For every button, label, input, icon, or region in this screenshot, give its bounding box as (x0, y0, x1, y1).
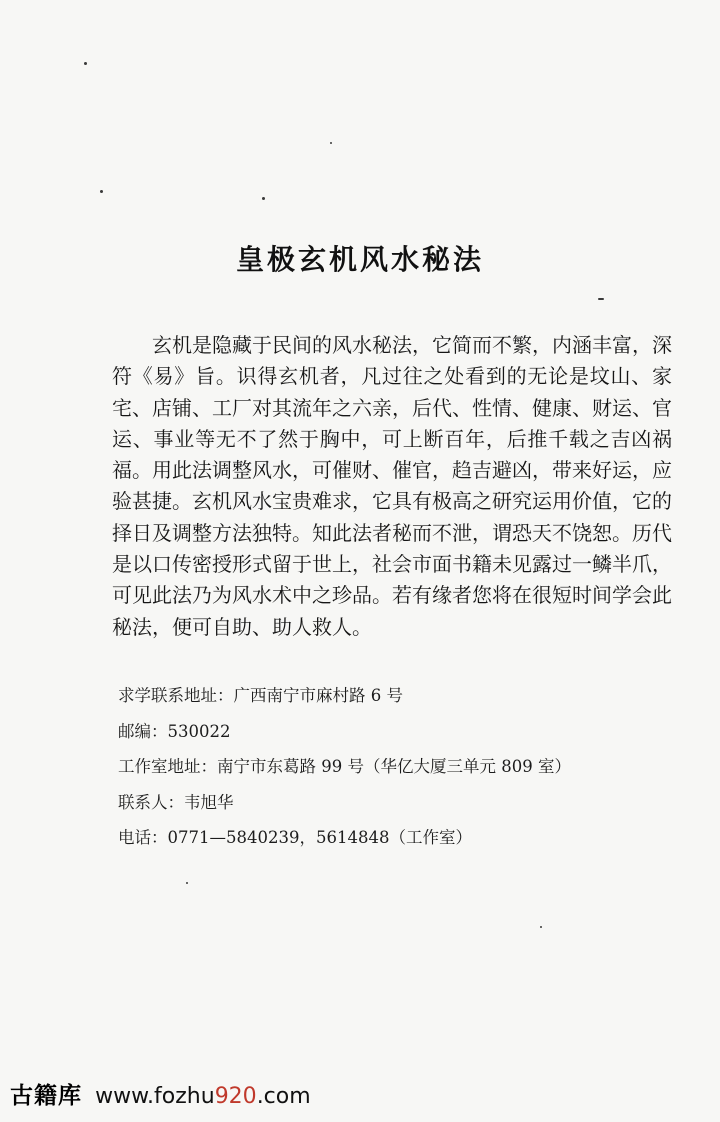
footer-watermark (0, 1074, 720, 1118)
body-paragraph: 玄机是隐藏于民间的风水秘法，它简而不繁，内涵丰富，深符《易》旨。识得玄机者，凡过往之处看到的无论是坟山、家宅、店铺、工厂对其流年之六亲，后代、性情、健康、财运、官运、事业等无不了然于胸中，可上断百年，后推千载之吉凶祸福。用此法调整风水，可催财、催官，趋吉避凶，带来好运，应验甚捷。玄机风水宝贵难求，它具有极高之研究运用价值，它的择日及调整方法独特。知此法者秘而不泄，谓恐天不饶恕。历代是以口传密授形式留于世上，社会市面书籍未见露过一鳞半爪，可见此法乃为风水术中之珍品。若有缘者您将在很短时间学会此秘法，便可自助、助人救人。 (112, 333, 672, 639)
contact-address: 求学联系地址：广西南宁市麻村路 6 号 (118, 686, 403, 705)
footer-url-link[interactable] (95, 1084, 311, 1109)
scan-speck (330, 142, 332, 144)
contact-person: 联系人：韦旭华 (118, 792, 234, 812)
footer-brand: 古籍库 (10, 1083, 82, 1109)
contact-postcode: 邮编：530022 (118, 721, 231, 741)
contact-info (118, 678, 638, 856)
footer-url-prefix: www.fozhu (95, 1084, 215, 1109)
scan-speck (100, 190, 103, 193)
scan-speck (262, 197, 265, 200)
scan-speck (186, 882, 188, 884)
contact-phone: 电话：0771—5840239，5614848（工作室） (118, 828, 472, 847)
scan-speck (84, 62, 87, 65)
scan-speck (598, 298, 604, 300)
scan-speck (540, 926, 542, 928)
footer-url-number: 920 (214, 1084, 257, 1109)
footer-url-suffix: .com (256, 1084, 311, 1109)
contact-studio-address: 工作室地址：南宁市东葛路 99 号（华亿大厦三单元 809 室） (118, 757, 571, 776)
document-title: 皇极玄机风水秘法 (235, 243, 484, 276)
